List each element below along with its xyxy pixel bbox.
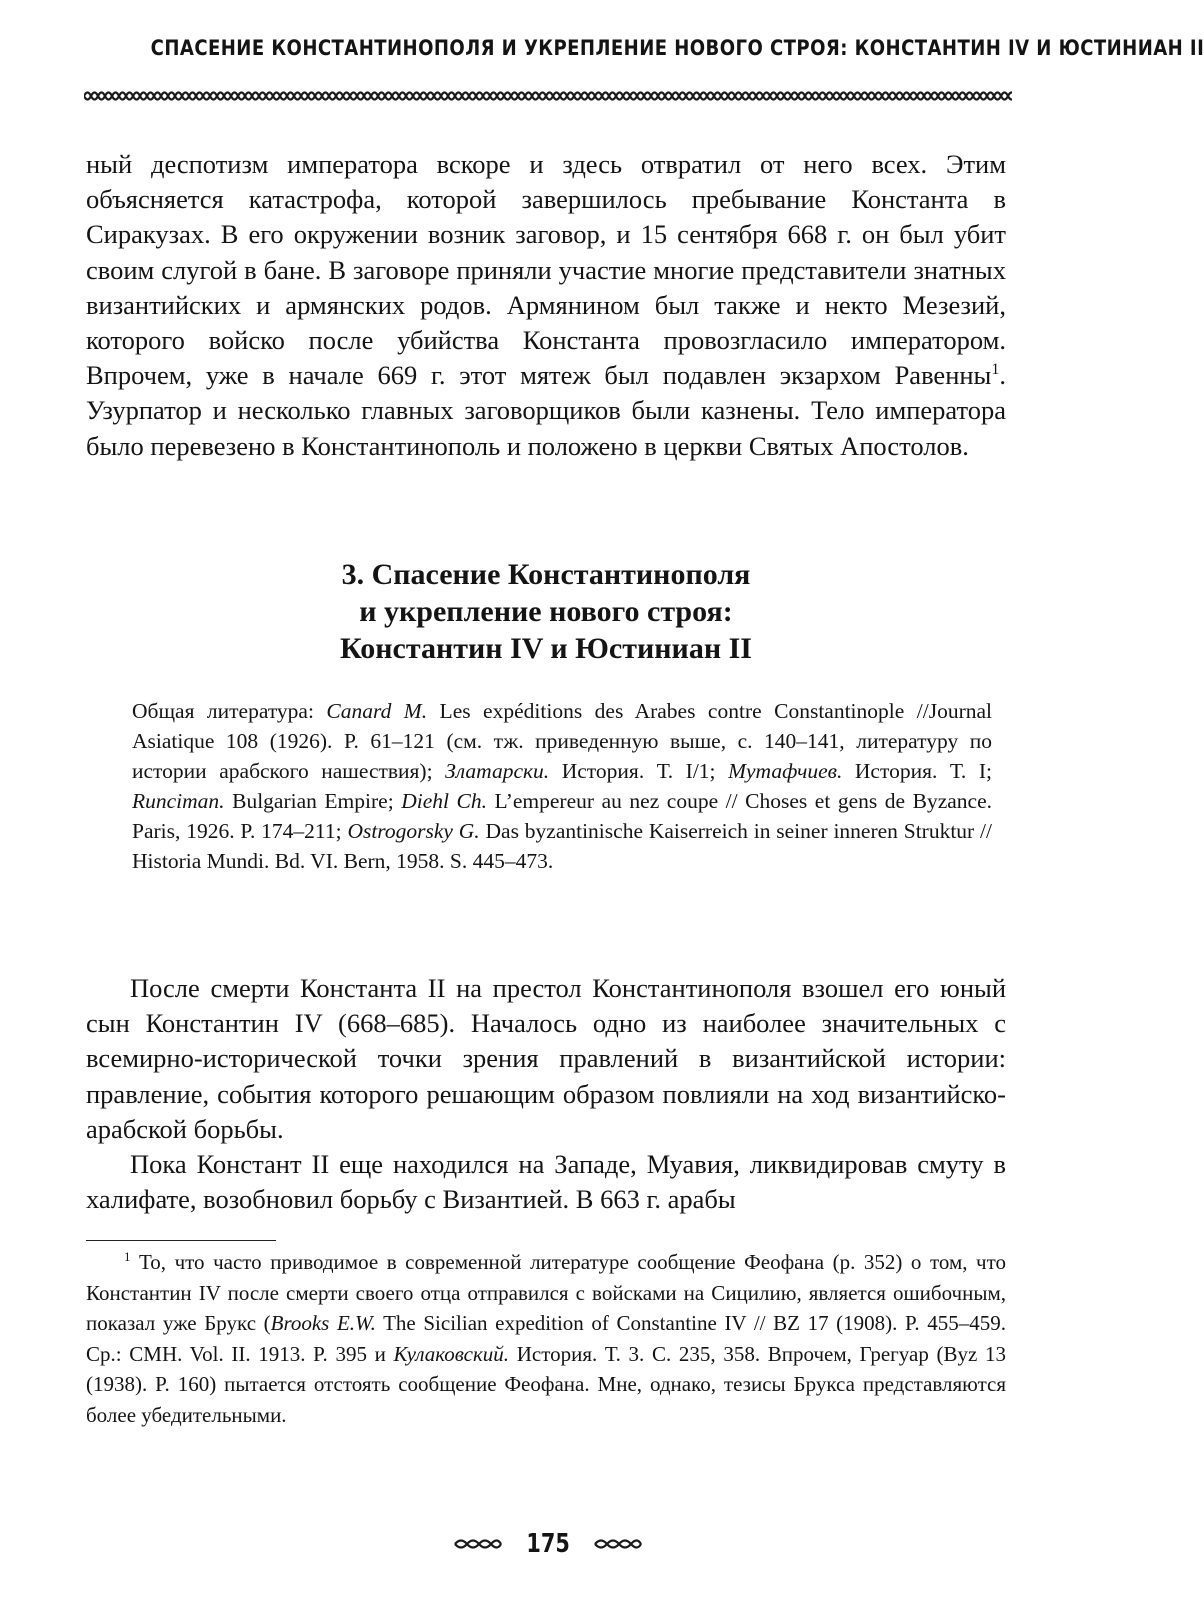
body-paragraph-top [86,147,1006,464]
author-name: Runciman. [132,789,225,813]
section-heading [86,556,1006,667]
bibliography-label: Общая литература: [132,699,327,723]
body-paragraph: После смерти Константа II на престол Константинополя взошел его юный сын Константин IV (668–685). Началось одно из наиболее значительных с всемирно-исторической точки зрения правлений в византийской истории: правление, события которого решающим образом повлияли на ход византийско-арабской борьбы. [86,973,1006,1144]
paragraph-text: ный деспотизм императора вскоре и здесь отвратил от него всех. Этим объясняется катастрофа, которой завершилось пребывание Константа в Сиракузах. В его окружении возник заговор, и 15 сентября 668 г. он был убит своим слугой в бане. В заговоре приняли участие многие представители знатных византийских и армянских родов. Армянином был также и некто Мезезий, которого войско после убийства Константа провозгласило императором. Впрочем, уже в начале 669 г. этот мятеж был подавлен экзархом Равенны [86,149,1006,391]
body-main [86,971,1006,1217]
author-name: Canard M. [326,699,428,723]
running-head: СПАСЕНИЕ КОНСТАНТИНОПОЛЯ И УКРЕПЛЕНИЕ НОВОГО СТРОЯ: КОНСТАНТИН IV И ЮСТИНИАН II [150,36,1204,60]
author-name: Златарски. [445,759,550,783]
paragraph-text: . Узурпатор и несколько главных заговорщиков были казнены. Тело императора было перевезено в Константинополь и положено в церкви Святых Апостолов. [86,360,1006,461]
bibliography-text: Das byzantinische Kaiserreich in seiner inneren Struktur // Historia Mundi. Bd. VI. Bern, 1958. S. 445–473. [132,819,992,873]
page-number: 175 [526,1529,570,1559]
ornament-left-icon [453,1536,503,1552]
bibliography-text: L’empereur au nez coupe // Choses et gens de Byzance. Paris, 1926. P. 174–211; [132,789,993,843]
body-paragraph: Пока Констант II еще находился на Западе, Муавия, ликвидировав смуту в халифате, возобновил борьбу с Византией. В 663 г. арабы [86,1149,1006,1215]
footnote-text: История. Т. 3. С. 235, 358. Впрочем, Грегуар (Byz 13 (1938). P. 160) пытается отстоять сообщение Феофана. Мне, однако, тезисы Брукса представляются более убедительными. [86,1341,1006,1427]
footnote-divider [86,1240,276,1241]
author-name: Brooks E.W. [270,1311,376,1335]
bibliography-text: Bulgarian Empire; [224,789,402,813]
ornamental-band [84,88,1012,104]
footnote-text: То, что часто приводимое в современной литературе сообщение Феофана (p. 352) о том, что Константин IV после смерти своего отца отправился с войсками на Сицилию, является ошибочным, показал уже Брукс ( [86,1250,1006,1335]
page-footer [0,1526,1096,1562]
ornament-right-icon [593,1536,643,1552]
footnote-reference: 1 [991,361,1000,379]
section-heading-line: 3. Спасение Константинополя [341,558,751,591]
author-name: Мутафчиев. [728,759,843,783]
footnote [86,1247,1006,1430]
section-heading-line: Константин IV и Юстиниан II [340,632,752,665]
bibliography-text: История. Т. I/1; [549,759,729,783]
ornament-pattern [84,88,1012,104]
author-name: Кулаковский. [393,1341,510,1366]
bibliography-text: Les expéditions des Arabes contre Constantinople //Journal Asiatique 108 (1926). P. 61–121 (см. тж. приведенную выше, с. 140–141, литературу по истории арабского нашествия); [132,699,993,783]
section-heading-line: и укрепление нового строя: [359,595,733,628]
bibliography-block [132,696,992,876]
footnote-text: The Sicilian expedition of Constantine IV // BZ 17 (1908). P. 455–459. Ср.: CMH. Vol. II. 1913. P. 395 и [86,1311,1007,1366]
author-name: Ostrogorsky G. [347,819,480,843]
bibliography-text: История. Т. I; [842,759,992,783]
author-name: Diehl Ch. [401,789,487,813]
footnote-mark: 1 [124,1249,131,1264]
